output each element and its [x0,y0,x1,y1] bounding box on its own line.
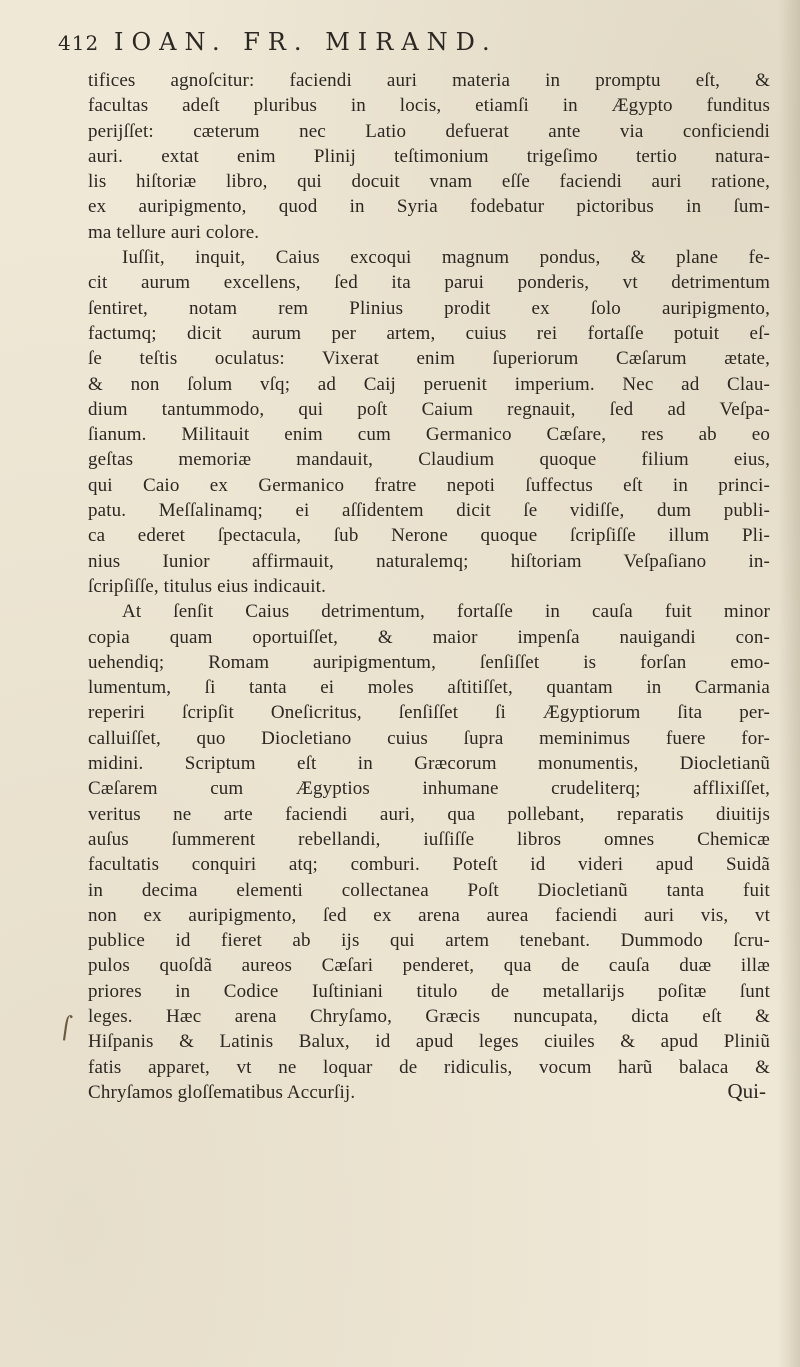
text-line: Chryſamos gloſſematibus Accurſij. [88,1081,356,1103]
running-head: IOAN. FR. MIRAND. [114,28,498,56]
text-line: ſe teſtis oculatus: Vixerat enim ſuperiorum Cæſarum ætate, [88,348,770,370]
text-line: patu. Meſſalinamq; ei aſſidentem dicit ſe vidiſſe, dum publi- [88,500,770,522]
body-text [88,68,770,1105]
text-line: priores in Codice Iuſtiniani titulo de metallarijs poſitæ ſunt [88,980,770,1002]
page-edge-shadow [778,0,800,1367]
text-line: veritus ne arte faciendi auri, qua pollebant, reparatis diuitijs [88,803,770,825]
text-line: copia quam oportuiſſet, & maior impenſa nauigandi con- [88,626,770,648]
text-line: ca ederet ſpectacula, ſub Nerone quoque ſcripſiſſe illum Pli- [88,525,770,547]
text-line: Hiſpanis & Latinis Balux, id apud leges ciuiles & apud Pliniũ [88,1031,770,1053]
text-line: factumq; dicit aurum per artem, cuius rei fortaſſe potuit eſ- [88,322,770,344]
text-line: ſentiret, notam rem Plinius prodit ex ſolo auripigmento, [88,297,770,319]
text-line: qui Caio ex Germanico fratre nepoti ſuffectus eſt in princi- [88,474,770,496]
text-line: & non ſolum vſq; ad Caij peruenit imperium. Nec ad Clau- [88,373,770,395]
text-line: auri. extat enim Plinij teſtimonium trigeſimo tertio natura- [88,145,770,167]
text-line: ma tellure auri colore. [88,221,260,243]
text-line: facultatis conquiri atq; comburi. Poteſt id videri apud Suidã [88,854,770,876]
text-line: non ex auripigmento, ſed ex arena aurea faciendi auri vis, vt [88,904,770,926]
text-line: leges. Hæc arena Chryſamo, Græcis nuncupata, dicta eſt & [88,1005,770,1027]
text-line: reperiri ſcripſit Oneſicritus, ſenſiſſet ſi Ægyptiorum ſita per- [88,702,770,724]
page-header [58,28,770,64]
text-line: At ſenſit Caius detrimentum, fortaſſe in cauſa fuit minor [122,601,770,623]
text-line: auſus ſummerent rebellandi, iuſſiſſe libros omnes Chemicæ [88,828,770,850]
text-line: cit aurum excellens, ſed ita parui ponderis, vt detrimentum [88,272,770,294]
text-line: ſianum. Militauit enim cum Germanico Cæſare, res ab eo [88,424,770,446]
text-line: lis hiſtoriæ libro, qui docuit vnam eſſe faciendi auri ratione, [88,171,770,193]
text-line: facultas adeſt pluribus in locis, etiamſi in Ægypto funditus [88,95,770,117]
text-line: geſtas memoriæ mandauit, Claudium quoque filium eius, [88,449,770,471]
catchword: Qui- [727,1079,766,1103]
text-line: fatis apparet, vt ne loquar de ridiculis, vocum harũ balaca & [88,1056,770,1078]
page-number: 412 [58,31,100,55]
text-line: Cæſarem cum Ægyptios inhumane crudeliterq; afflixiſſet, [88,778,770,800]
text-line: nius Iunior affirmauit, naturalemq; hiſtoriam Veſpaſiano in- [88,550,770,572]
text-line: ſcripſiſſe, titulus eius indicauit. [88,575,326,597]
text-line: pulos quoſdã aureos Cæſari penderet, qua de cauſa duæ illæ [88,955,770,977]
text-line: midini. Scriptum eſt in Græcorum monumentis, Diocletianũ [88,753,770,775]
text-line: lumentum, ſi tanta ei moles aſtitiſſet, quantam in Carmania [88,677,770,699]
text-line: perijſſet: cæterum nec Latio defuerat ante via conficiendi [88,120,770,142]
text-line: publice id fieret ab ijs qui artem tenebant. Dummodo ſcru- [88,930,770,952]
text-line: tifices agnoſcitur: faciendi auri materia in promptu eſt, & [88,70,770,91]
text-line: ex auripigmento, quod in Syria fodebatur pictoribus in ſum- [88,196,770,218]
text-line: in decima elementi collectanea Poſt Diocletianũ tanta fuit [88,879,770,901]
margin-pen-mark: ⌠ [58,1015,74,1042]
text-line: calluiſſet, quo Diocletiano cuius ſupra meminimus fuere for- [88,727,770,749]
text-line: Iuſſit, inquit, Caius excoqui magnum pondus, & plane fe- [122,247,770,269]
text-line: uehendiq; Romam auripigmentum, ſenſiſſet is forſan emo- [88,651,770,673]
text-line: dium tantummodo, qui poſt Caium regnauit, ſed ad Veſpa- [88,398,770,420]
